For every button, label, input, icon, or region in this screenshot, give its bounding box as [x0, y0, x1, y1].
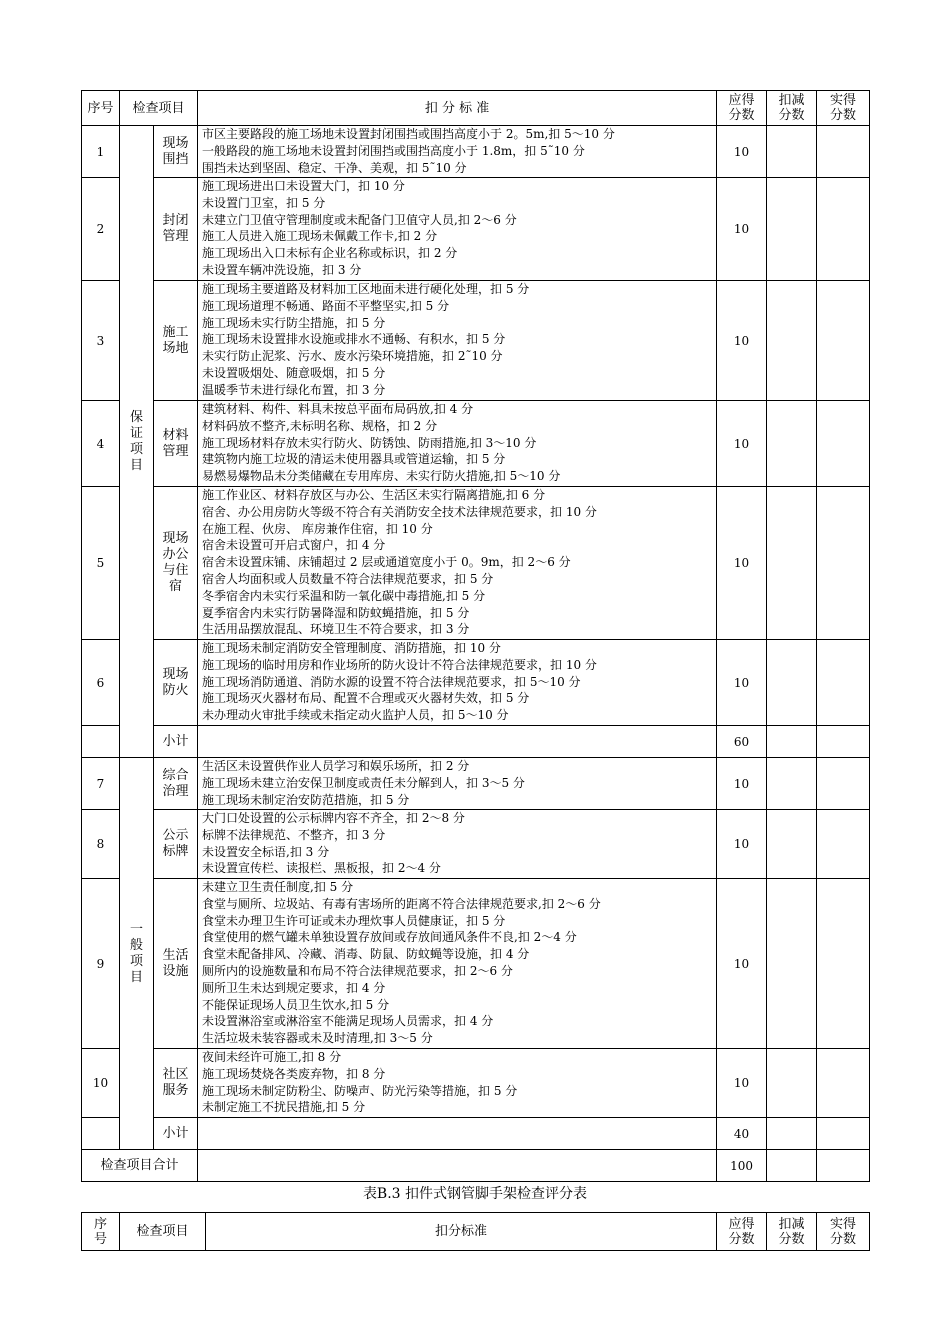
- criteria-line: 宿舍未设置可开启式窗户，扣 4 分: [202, 538, 386, 553]
- criteria-line: 未设置车辆冲洗设施，扣 3 分: [202, 262, 362, 277]
- subtotal-criteria: [198, 1118, 717, 1150]
- criteria-line: 施工现场未制定防粉尘、防噪声、防光污染等措施，扣 5 分: [202, 1083, 518, 1098]
- table-row: [82, 879, 870, 1049]
- criteria-line: 未设置安全标语,扣 3 分: [202, 844, 330, 859]
- criteria-line: 建筑物内施工垃圾的清运未使用器具或管道运输，扣 5 分: [202, 452, 506, 467]
- header-seq: 序号: [82, 91, 120, 126]
- criteria-line: 未建立门卫值守管理制度或未配备门卫值守人员,扣 2～6 分: [202, 212, 517, 227]
- total-label: 检查项目合计: [82, 1150, 198, 1182]
- criteria-line: 标牌不法律规范、不整齐，扣 3 分: [202, 827, 386, 842]
- table-row: [82, 126, 870, 178]
- deduct-score: [767, 178, 817, 281]
- deduct-score: [767, 879, 817, 1049]
- deduct-score: [767, 281, 817, 401]
- subtotal-seq: [82, 1118, 120, 1150]
- criteria-line: 厕所内的设施数量和布局不符合法律规范要求，扣 2～6 分: [202, 963, 513, 978]
- criteria-line: 施工现场进出口未设置大门，扣 10 分: [202, 179, 405, 193]
- row-seq: 6: [82, 640, 120, 726]
- actual-score: [817, 281, 870, 401]
- subtotal-seq: [82, 726, 120, 758]
- subtotal-score: 40: [717, 1118, 767, 1150]
- actual-score: [817, 640, 870, 726]
- actual-score: [817, 879, 870, 1049]
- due-score: 10: [717, 640, 767, 726]
- criteria-line: 生活区未设置供作业人员学习和娱乐场所，扣 2 分: [202, 759, 470, 773]
- criteria-line: 施工现场材料存放未实行防火、防锈蚀、防雨措施,扣 3～10 分: [202, 435, 537, 450]
- criteria-line: 厕所卫生未达到规定要求，扣 4 分: [202, 980, 386, 995]
- subtotal-deduct: [767, 1118, 817, 1150]
- criteria-line: 施工现场出入口未标有企业名称或标识，扣 2 分: [202, 246, 458, 261]
- criteria-line: 夏季宿舍内未实行防暑降湿和防蚊蝇措施，扣 5 分: [202, 605, 470, 620]
- header2-due: 应得 分数: [717, 1213, 767, 1251]
- due-score: 10: [717, 758, 767, 810]
- header-criteria: 扣 分 标 准: [198, 91, 717, 126]
- row-seq: 9: [82, 879, 120, 1049]
- deduct-score: [767, 487, 817, 640]
- criteria-line: 食堂与厕所、垃圾站、有毒有害场所的距离不符合法律规范要求,扣 2～6 分: [202, 896, 601, 911]
- criteria-line: 宿舍未设置床铺、床铺超过 2 层或通道宽度小于 0。9m，扣 2～6 分: [202, 555, 571, 570]
- due-score: 10: [717, 281, 767, 401]
- criteria-line: 食堂未办理卫生许可证或未办理炊事人员健康证，扣 5 分: [202, 913, 506, 928]
- table-header-row: [82, 91, 870, 126]
- header-actual: 实得 分数: [817, 91, 870, 126]
- subtotal-actual: [817, 726, 870, 758]
- actual-score: [817, 758, 870, 810]
- criteria-cell: [198, 810, 717, 879]
- header2-item: 检查项目: [120, 1213, 206, 1251]
- actual-score: [817, 810, 870, 879]
- criteria-line: 未制定施工不扰民措施,扣 5 分: [202, 1100, 366, 1115]
- criteria-line: 未实行防止泥浆、污水、废水污染环境措施，扣 2˜10 分: [202, 349, 503, 364]
- actual-score: [817, 487, 870, 640]
- sub-item-label: 封闭 管理: [154, 178, 198, 281]
- criteria-line: 施工现场消防通道、消防水源的设置不符合法律规范要求，扣 5～10 分: [202, 674, 581, 689]
- header2-seq: 序 号: [82, 1213, 120, 1251]
- row-seq: 10: [82, 1049, 120, 1118]
- criteria-line: 生活用品摆放混乱、环境卫生不符合要求，扣 3 分: [202, 622, 470, 637]
- row-seq: 2: [82, 178, 120, 281]
- category-text: 保 证 项 目: [129, 409, 143, 473]
- subtotal-row: [82, 726, 870, 758]
- due-score: 10: [717, 126, 767, 178]
- category-label: [120, 126, 154, 758]
- header2-actual: 实得 分数: [817, 1213, 870, 1251]
- table-row: [82, 281, 870, 401]
- due-score: 10: [717, 1049, 767, 1118]
- criteria-line: 食堂未配备排风、冷藏、消毒、防鼠、防蚊蝇等设施，扣 4 分: [202, 947, 530, 962]
- actual-score: [817, 178, 870, 281]
- criteria-cell: [198, 487, 717, 640]
- criteria-line: 施工现场未制定消防安全管理制度、消防措施，扣 10 分: [202, 641, 501, 655]
- deduct-score: [767, 758, 817, 810]
- criteria-line: 生活垃圾未装容器或未及时清理,扣 3～5 分: [202, 1031, 433, 1046]
- due-score: 10: [717, 487, 767, 640]
- criteria-cell: [198, 281, 717, 401]
- subtotal-criteria: [198, 726, 717, 758]
- sub-item-label: 材料 管理: [154, 401, 198, 487]
- criteria-cell: [198, 879, 717, 1049]
- row-seq: 7: [82, 758, 120, 810]
- criteria-line: 大门口处设置的公示标牌内容不齐全，扣 2～8 分: [202, 811, 465, 825]
- header2-deduct: 扣减 分数: [767, 1213, 817, 1251]
- criteria-line: 夜间未经许可施工,扣 8 分: [202, 1050, 342, 1064]
- deduct-score: [767, 640, 817, 726]
- deduct-score: [767, 810, 817, 879]
- criteria-line: 建筑材料、构件、料具未按总平面布局码放,扣 4 分: [202, 402, 474, 416]
- category-label: [120, 758, 154, 1150]
- criteria-cell: [198, 126, 717, 178]
- row-seq: 8: [82, 810, 120, 879]
- criteria-line: 施工现场未设置排水设施或排水不通畅、有积水，扣 5 分: [202, 332, 506, 347]
- subtotal-label: 小计: [154, 726, 198, 758]
- criteria-line: 宿舍、办公用房防火等级不符合有关消防安全技术法律规范要求，扣 10 分: [202, 504, 597, 519]
- sub-item-label: 现场 办公 与住 宿: [154, 487, 198, 640]
- criteria-line: 不能保证现场人员卫生饮水,扣 5 分: [202, 997, 390, 1012]
- criteria-cell: [198, 401, 717, 487]
- table-row: [82, 640, 870, 726]
- due-score: 10: [717, 178, 767, 281]
- criteria-line: 施工现场灭火器材布局、配置不合理或灭火器材失效，扣 5 分: [202, 691, 530, 706]
- criteria-line: 未设置宣传栏、读报栏、黑板报，扣 2～4 分: [202, 861, 441, 876]
- sub-item-label: 公示 标牌: [154, 810, 198, 879]
- table-row: [82, 810, 870, 879]
- criteria-line: 施工人员进入施工现场未佩戴工作卡,扣 2 分: [202, 229, 438, 244]
- category-text: 一 般 项 目: [129, 921, 143, 985]
- sub-item-label: 现场 防火: [154, 640, 198, 726]
- header-item: 检查项目: [120, 91, 198, 126]
- criteria-line: 施工现场未建立治安保卫制度或责任未分解到人，扣 3～5 分: [202, 775, 525, 790]
- criteria-line: 未建立卫生责任制度,扣 5 分: [202, 880, 354, 894]
- total-criteria: [198, 1150, 717, 1182]
- sub-item-label: 生活 设施: [154, 879, 198, 1049]
- subtotal-deduct: [767, 726, 817, 758]
- sub-item-label: 施工 场地: [154, 281, 198, 401]
- criteria-line: 未设置淋浴室或淋浴室不能满足现场人员需求，扣 4 分: [202, 1014, 494, 1029]
- criteria-line: 施工现场主要道路及材料加工区地面未进行硬化处理，扣 5 分: [202, 282, 530, 296]
- due-score: 10: [717, 879, 767, 1049]
- criteria-line: 施工现场的临时用房和作业场所的防火设计不符合法律规范要求，扣 10 分: [202, 657, 597, 672]
- row-seq: 3: [82, 281, 120, 401]
- criteria-line: 未办理动火审批手续或未指定动火监护人员，扣 5～10 分: [202, 708, 509, 723]
- header2-criteria: 扣分标准: [206, 1213, 717, 1251]
- criteria-line: 施工现场未实行防尘措施，扣 5 分: [202, 315, 386, 330]
- row-seq: 1: [82, 126, 120, 178]
- actual-score: [817, 126, 870, 178]
- sub-item-label: 现场 围挡: [154, 126, 198, 178]
- subtotal-label: 小计: [154, 1118, 198, 1150]
- criteria-line: 材料码放不整齐,未标明名称、规格，扣 2 分: [202, 418, 438, 433]
- total-actual: [817, 1150, 870, 1182]
- total-deduct: [767, 1150, 817, 1182]
- due-score: 10: [717, 810, 767, 879]
- row-seq: 4: [82, 401, 120, 487]
- scaffold-score-table-header: [81, 1212, 870, 1251]
- subtotal-row: [82, 1118, 870, 1150]
- table-caption: 表B.3 扣件式钢管脚手架检查评分表: [362, 1186, 588, 1202]
- sub-item-label: 社区 服务: [154, 1049, 198, 1118]
- actual-score: [817, 401, 870, 487]
- criteria-line: 易燃易爆物品未分类储藏在专用库房、未实行防火措施,扣 5～10 分: [202, 469, 561, 484]
- table-row: [82, 178, 870, 281]
- header-deduct: 扣减 分数: [767, 91, 817, 126]
- criteria-line: 一般路段的施工场地未设置封闭围挡或围挡高度小于 1.8m，扣 5˜10 分: [202, 143, 585, 158]
- criteria-cell: [198, 640, 717, 726]
- total-row: [82, 1150, 870, 1182]
- criteria-line: 未设置吸烟处、随意吸烟，扣 5 分: [202, 365, 386, 380]
- criteria-cell: [198, 1049, 717, 1118]
- criteria-line: 市区主要路段的施工场地未设置封闭围挡或围挡高度小于 2。5m,扣 5～10 分: [202, 127, 615, 141]
- criteria-line: 施工作业区、材料存放区与办公、生活区未实行隔离措施,扣 6 分: [202, 488, 546, 502]
- criteria-line: 在施工程、伙房、 库房兼作住宿，扣 10 分: [202, 521, 433, 536]
- table-row: [82, 1049, 870, 1118]
- deduct-score: [767, 401, 817, 487]
- table-row: [82, 758, 870, 810]
- subtotal-score: 60: [717, 726, 767, 758]
- table-header-row-2: [82, 1213, 870, 1251]
- criteria-line: 未设置门卫室，扣 5 分: [202, 195, 326, 210]
- table-row: [82, 487, 870, 640]
- table-row: [82, 401, 870, 487]
- criteria-line: 宿舍人均面积或人员数量不符合法律规范要求，扣 5 分: [202, 571, 494, 586]
- criteria-line: 温暖季节未进行绿化布置，扣 3 分: [202, 382, 386, 397]
- criteria-line: 施工现场焚烧各类废弃物，扣 8 分: [202, 1066, 386, 1081]
- sub-item-label: 综合 治理: [154, 758, 198, 810]
- header-due: 应得 分数: [717, 91, 767, 126]
- criteria-line: 施工现场道理不畅通、路面不平整坚实,扣 5 分: [202, 298, 450, 313]
- deduct-score: [767, 126, 817, 178]
- row-seq: 5: [82, 487, 120, 640]
- criteria-cell: [198, 758, 717, 810]
- actual-score: [817, 1049, 870, 1118]
- criteria-line: 施工现场未制定治安防范措施，扣 5 分: [202, 792, 410, 807]
- deduct-score: [767, 1049, 817, 1118]
- criteria-line: 冬季宿舍内未实行采温和防一氧化碳中毒措施,扣 5 分: [202, 588, 486, 603]
- subtotal-actual: [817, 1118, 870, 1150]
- score-table: [81, 90, 870, 1182]
- criteria-line: 食堂使用的燃气罐未单独设置存放间或存放间通风条件不良,扣 2～4 分: [202, 930, 577, 945]
- due-score: 10: [717, 401, 767, 487]
- criteria-line: 围挡未达到坚固、稳定、干净、美观，扣 5˜10 分: [202, 160, 467, 175]
- criteria-cell: [198, 178, 717, 281]
- total-score: 100: [717, 1150, 767, 1182]
